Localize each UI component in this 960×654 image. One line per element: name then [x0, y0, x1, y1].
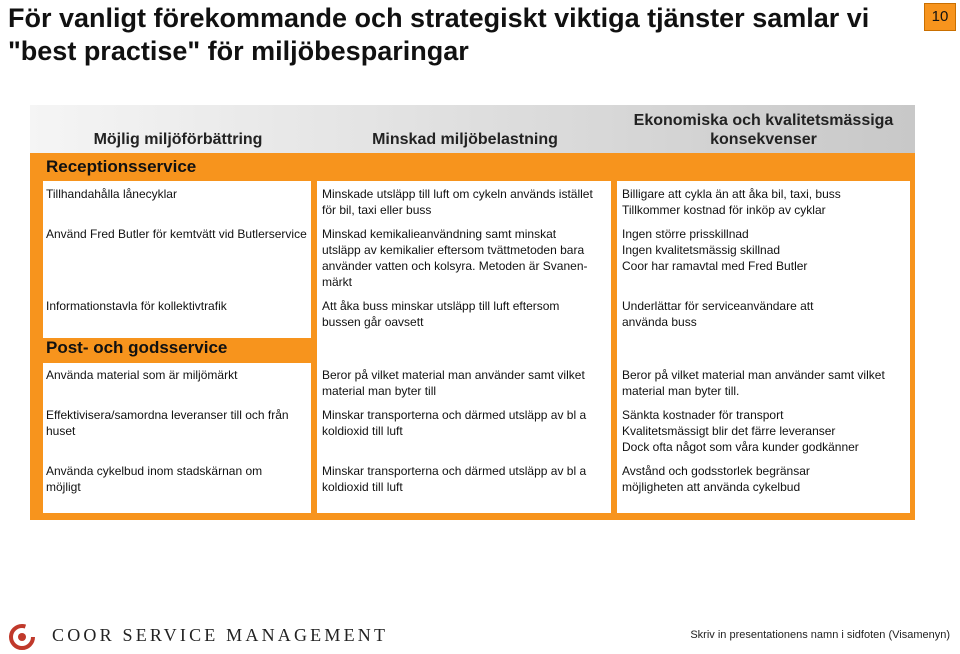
slide-title: För vanligt förekommande och strategiskt viktiga tjänster samlar vi "best practise" för miljöbesparingar: [8, 3, 870, 66]
table-cell: Sänkta kostnader för transport Kvalitetsmässigt blir det färre leveranser Dock ofta något som våra kunder godkänner: [622, 408, 859, 454]
table-cell: Beror på vilket material man använder samt vilket material man byter till.: [622, 368, 885, 398]
table-cell: Använda cykelbud inom stadskärnan om möjligt: [46, 464, 263, 494]
table-cell: Minskar transporterna och därmed utsläpp av bl a koldioxid till luft: [322, 408, 587, 438]
table-cell: Att åka buss minskar utsläpp till luft eftersom bussen går oavsett: [322, 299, 560, 329]
company-logo-text: COOR SERVICE MANAGEMENT: [52, 625, 389, 645]
table-cell: Minskar transporterna och därmed utsläpp av bl a koldioxid till luft: [322, 464, 587, 494]
table-cell: Minskade utsläpp till luft om cykeln används istället för bil, taxi eller buss: [322, 187, 593, 217]
footer-note: Skriv in presentationens namn i sidfoten (Visamenyn): [690, 629, 950, 641]
section-heading-reception: Receptionsservice: [46, 157, 197, 176]
coor-logo-icon: [6, 622, 46, 652]
table-cell: Tillhandahålla lånecyklar: [46, 187, 177, 201]
table-cell: Ingen större prisskillnad Ingen kvalitetsmässig skillnad Coor har ramavtal med Fred Butler: [622, 227, 808, 273]
column-header-consequences: Ekonomiska och kvalitetsmässiga konsekvenser: [633, 112, 894, 148]
table-cell: Avstånd och godsstorlek begränsar möjligheten att använda cykelbud: [622, 464, 810, 494]
table-cell: Minskad kemikalieanvändning samt minskat utsläpp av kemikalier eftersom tvättmetoden bara använder vatten och kolsyra. Metoden är Svanen-märkt: [322, 227, 588, 289]
table-cell: Använd Fred Butler för kemtvätt vid Butlerservice: [46, 227, 307, 241]
column-1-area-top: [43, 181, 311, 338]
page-number: 10: [924, 3, 956, 31]
section-heading-post: Post- och godsservice: [46, 338, 228, 357]
table-cell: Använda material som är miljömärkt: [46, 368, 238, 382]
column-header-improvement: Möjlig miljöförbättring: [93, 131, 263, 148]
table-cell: Informationstavla för kollektivtrafik: [46, 299, 227, 313]
table-cell: Beror på vilket material man använder samt vilket material man byter till: [322, 368, 585, 398]
table-cell: Effektivisera/samordna leveranser till och från huset: [46, 408, 289, 438]
column-header-reduced-load: Minskad miljöbelastning: [372, 131, 558, 148]
table-cell: Billigare att cykla än att åka bil, taxi, buss Tillkommer kostnad för inköp av cyklar: [622, 187, 841, 217]
table-cell: Underlättar för serviceanvändare att använda buss: [622, 299, 814, 329]
